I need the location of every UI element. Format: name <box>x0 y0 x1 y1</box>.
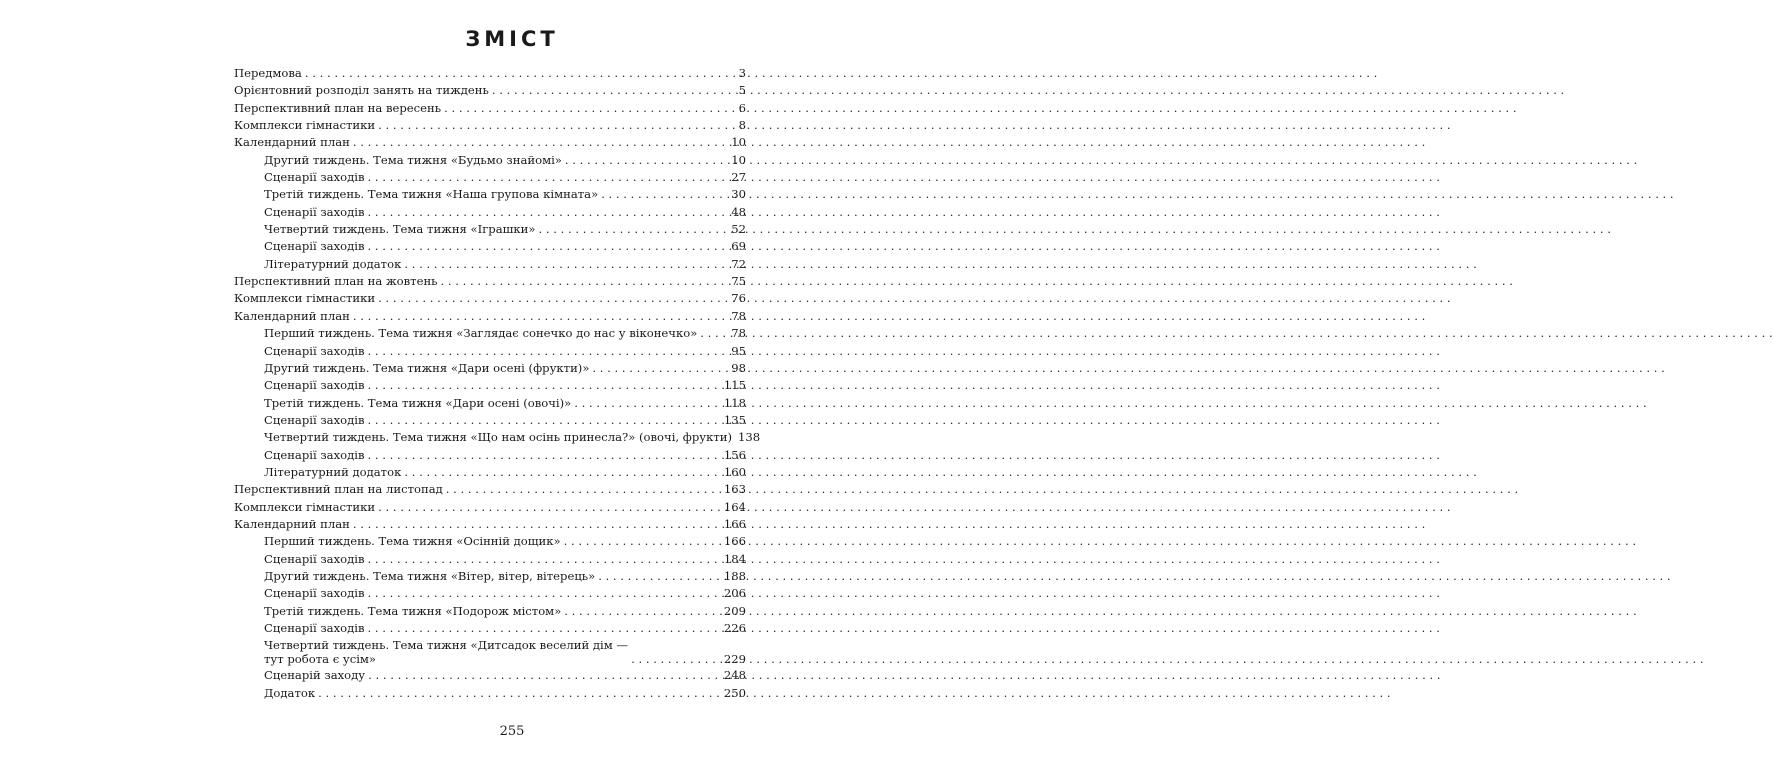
dot-leader <box>539 221 729 238</box>
toc-entry <box>234 685 746 702</box>
toc-entry-page: 166 <box>723 516 746 531</box>
dot-leader <box>367 343 728 360</box>
dot-leader <box>700 325 728 342</box>
dot-leader <box>367 377 720 394</box>
toc-entry <box>234 117 746 134</box>
toc-entry-page: 75 <box>731 274 746 289</box>
toc-entry-page: 69 <box>731 239 746 254</box>
toc-entry-label <box>234 638 628 666</box>
toc-entry <box>234 585 746 602</box>
toc-entry <box>234 256 746 273</box>
toc-entry-label: Перший тиждень. Тема тижня «Осінній дощик» <box>264 534 561 549</box>
toc-entry-label: Календарний план <box>234 516 350 531</box>
toc-entry <box>234 620 746 637</box>
toc-entry <box>234 221 746 238</box>
toc-entry <box>234 169 746 186</box>
dot-leader <box>318 685 721 702</box>
toc-entry <box>234 499 746 516</box>
toc-entry <box>234 667 746 684</box>
toc-entry-page: 250 <box>723 685 746 700</box>
dot-leader <box>574 395 721 412</box>
toc-entry-label: Третій тиждень. Тема тижня «Подорож містом» <box>264 603 562 618</box>
toc-entry-page: 30 <box>731 187 746 202</box>
toc-entry <box>234 481 746 498</box>
dot-leader <box>592 360 728 377</box>
toc-entry-page: 184 <box>723 551 746 566</box>
toc-entry <box>234 204 746 221</box>
toc-entry <box>234 82 746 99</box>
dot-leader <box>444 100 729 117</box>
toc-entry <box>234 412 746 429</box>
toc-entry-page: 5 <box>738 83 746 98</box>
toc-entry-page: 6 <box>738 100 746 115</box>
page-title: ЗМІСТ <box>465 27 559 51</box>
dot-leader <box>368 667 721 684</box>
toc-entry-label: Третій тиждень. Тема тижня «Наша групова кімната» <box>264 187 599 202</box>
toc-entry <box>234 186 746 203</box>
toc-entry <box>234 290 746 307</box>
toc-entry-page: 248 <box>723 668 746 683</box>
toc-entry <box>234 516 746 533</box>
toc-entry-page: 188 <box>723 568 746 583</box>
dot-leader <box>367 551 720 568</box>
toc-entry-page: 206 <box>723 586 746 601</box>
toc-entry-page: 78 <box>731 326 746 341</box>
toc-entry <box>234 360 746 377</box>
dot-leader <box>367 585 720 602</box>
toc-entry <box>234 447 746 464</box>
toc-entry-page: 115 <box>723 378 746 393</box>
toc-entry-label: Сценарії заходів <box>264 447 365 462</box>
toc-entry-label: Календарний план <box>234 308 350 323</box>
toc-entry-label: Комплекси гімнастики <box>234 118 376 133</box>
toc-entry-page: 72 <box>731 256 746 271</box>
toc-entry-label: Перспективний план на жовтень <box>234 274 438 289</box>
toc-entry-label: Четвертий тиждень. Тема тижня «Іграшки» <box>264 222 536 237</box>
toc-entry-page: 10 <box>731 135 746 150</box>
toc-entry-label: Передмова <box>234 66 302 80</box>
dot-leader <box>404 464 721 481</box>
dot-leader <box>367 238 728 255</box>
toc-entry <box>234 100 746 117</box>
toc-entry-label: Сценарії заходів <box>264 239 365 254</box>
toc-entry-label: Додаток <box>264 685 316 700</box>
dot-leader <box>367 447 720 464</box>
dot-leader <box>367 169 728 186</box>
toc-entry-label: Сценарії заходів <box>264 586 365 601</box>
dot-leader <box>631 652 721 666</box>
toc-entry-page: 226 <box>723 621 746 635</box>
toc-entry <box>234 603 746 620</box>
toc-entry-label-line: Четвертий тиждень. Тема тижня «Дитсадок веселий дім — <box>264 638 629 653</box>
dot-leader <box>601 186 728 203</box>
dot-leader <box>367 412 720 429</box>
toc-entry <box>234 464 746 481</box>
dot-leader <box>353 134 728 151</box>
toc-entry-page: 10 <box>731 152 746 167</box>
toc-entry-label: Четвертий тиждень. Тема тижня «Що нам осінь принесла?» (овочі, фрукти) <box>264 430 733 445</box>
toc-entry-label: Третій тиждень. Тема тижня «Дари осені (овочі)» <box>264 395 572 410</box>
toc-entry-label: Сценарії заходів <box>264 343 365 358</box>
toc-entry <box>234 152 746 169</box>
toc-entry <box>234 551 746 568</box>
page-number: 255 <box>499 724 525 739</box>
toc-entry-label: Орієнтовний розподіл занять на тиждень <box>234 83 489 98</box>
toc-entry <box>234 343 746 360</box>
dot-leader <box>305 65 729 82</box>
toc-entry-page: 8 <box>738 118 746 133</box>
dot-leader <box>441 273 729 290</box>
dot-leader <box>564 533 721 550</box>
toc-entry <box>234 377 746 394</box>
toc-entry-page: 166 <box>723 534 746 549</box>
dot-leader <box>367 620 720 637</box>
dot-leader <box>353 308 728 325</box>
toc-entry <box>234 325 746 342</box>
dot-leader <box>492 82 729 99</box>
toc-entry-page: 164 <box>723 499 746 514</box>
toc-entry-page: 118 <box>723 395 746 410</box>
toc-entry-page: 229 <box>723 652 746 667</box>
dot-leader <box>598 568 721 585</box>
toc-entry-label: Перспективний план на листопад <box>234 482 443 497</box>
toc-entry-label-line: тут робота є усім» <box>264 652 377 667</box>
toc-entry-page: 160 <box>723 464 746 479</box>
dot-leader <box>367 204 728 221</box>
toc-entry-label: Сценарії заходів <box>264 551 365 566</box>
toc-entry-page: 76 <box>731 291 746 306</box>
toc-entry <box>234 395 746 412</box>
toc-entry-page: 78 <box>731 308 746 323</box>
toc-entry-page: 135 <box>723 412 746 427</box>
toc-entry-label: Перший тиждень. Тема тижня «Заглядає сонечко до нас у віконечко» <box>264 326 698 341</box>
toc-entry-label: Перспективний план на вересень <box>234 100 442 115</box>
toc-entry-label: Календарний план <box>234 135 350 150</box>
toc-entry-label: Літературний додаток <box>264 464 402 479</box>
toc-entry-label: Сценарії заходів <box>264 412 365 427</box>
toc-entry <box>234 429 761 446</box>
dot-leader <box>378 117 729 134</box>
toc-entry-page: 163 <box>723 482 746 497</box>
toc-entry-label: Сценарії заходів <box>264 621 365 635</box>
toc-entry <box>234 533 746 550</box>
toc-entry-label: Другий тиждень. Тема тижня «Вітер, вітер, вітерець» <box>264 568 596 583</box>
dot-leader <box>564 603 721 620</box>
toc-entry-page: 48 <box>731 204 746 219</box>
toc-entry <box>234 637 746 667</box>
toc-entry-label: Сценарій заходу <box>264 668 366 683</box>
dot-leader <box>565 152 728 169</box>
toc-entry <box>234 238 746 255</box>
toc-entry-page: 27 <box>731 170 746 185</box>
toc-entry-label: Комплекси гімнастики <box>234 499 376 514</box>
dot-leader <box>446 481 721 498</box>
dot-leader <box>404 256 728 273</box>
toc-entry <box>234 65 746 82</box>
toc-entry-label: Сценарії заходів <box>264 170 365 185</box>
toc-entry-page: 95 <box>731 343 746 358</box>
toc-entry-page: 138 <box>738 430 761 445</box>
toc-entry-page: 98 <box>731 360 746 375</box>
toc-entry-page: 209 <box>723 603 746 618</box>
dot-leader <box>378 499 721 516</box>
dot-leader <box>378 290 728 307</box>
toc-entry-page: 52 <box>731 222 746 237</box>
toc-entry-label: Сценарії заходів <box>264 378 365 393</box>
toc-entry-page: 156 <box>723 447 746 462</box>
dot-leader <box>353 516 721 533</box>
toc-entry-label: Комплекси гімнастики <box>234 291 376 306</box>
toc-entry <box>234 273 746 290</box>
toc-entry-label: Сценарії заходів <box>264 204 365 219</box>
toc-entry <box>234 308 746 325</box>
toc-entry <box>234 134 746 151</box>
toc-entry-label: Літературний додаток <box>264 256 402 271</box>
toc-entry-label: Другий тиждень. Тема тижня «Дари осені (фрукти)» <box>264 360 590 375</box>
table-of-contents <box>234 65 761 702</box>
toc-entry-label: Другий тиждень. Тема тижня «Будьмо знайомі» <box>264 152 562 167</box>
toc-entry-page: 3 <box>738 66 746 80</box>
toc-entry <box>234 568 746 585</box>
